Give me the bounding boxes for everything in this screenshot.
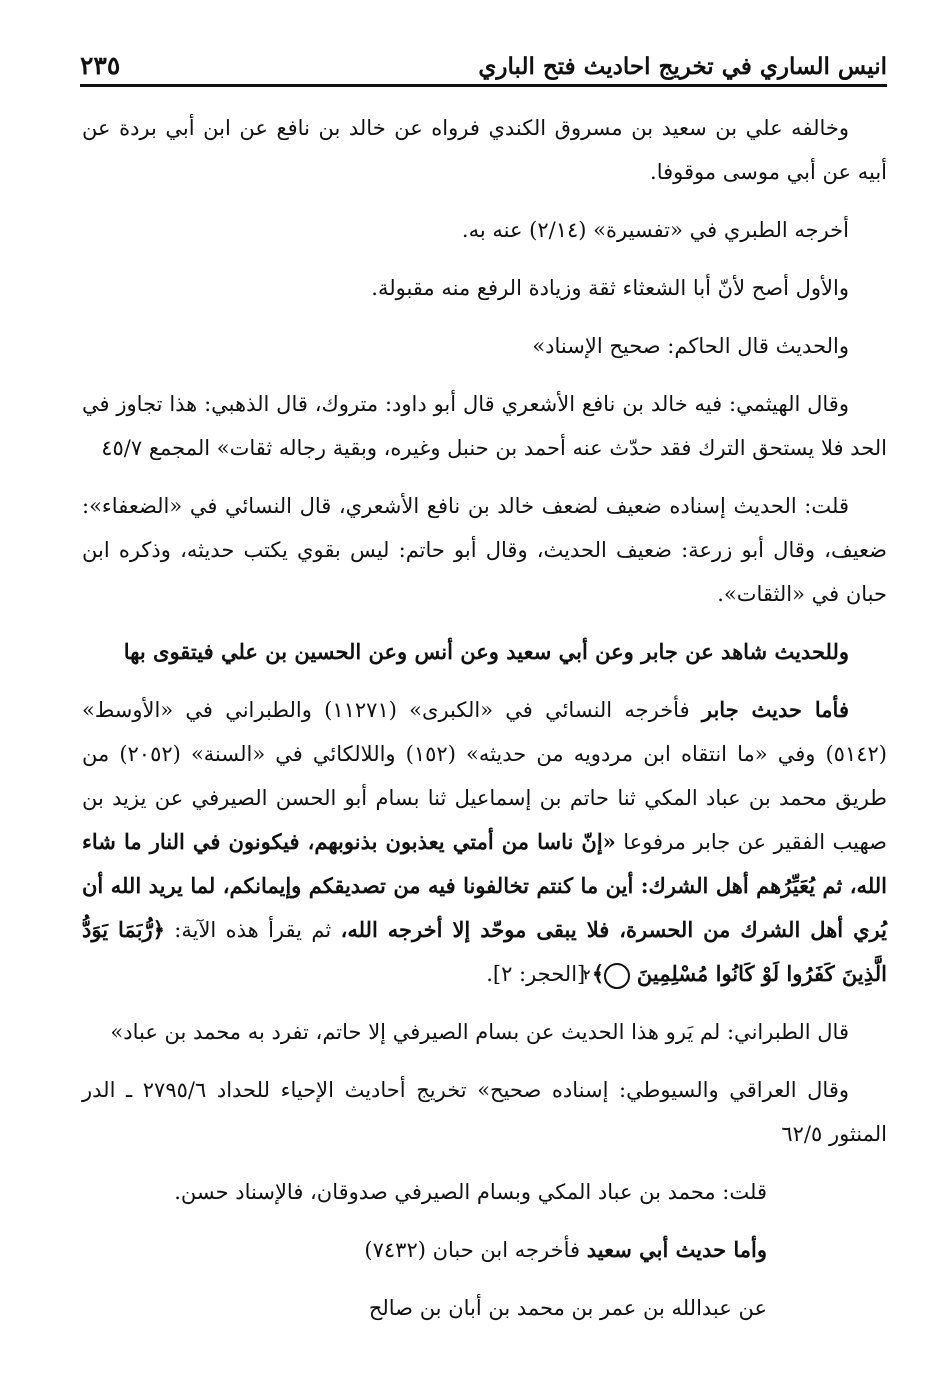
abu-said-lead: وأما حديث أبي سعيد	[586, 1237, 767, 1262]
paragraph-13: عن عبدالله بن عمر بن محمد بن أبان بن صالح	[368, 1296, 767, 1320]
hadith-text: «إنّ ناسا من أمتي يعذبون بذنوبهم، فيكونون في النار ما شاء الله، ثم يُعَيِّرُهم أهل الشرك: أين ما كنتم تخالفونا فيه من تصديقكم وإيمانكم، لما يريد الله أن يُري أهل الشرك من الحسرة، فلا يبقى موحّد إلا أخرجه الله،	[82, 829, 887, 942]
paragraph-1: وخالفه علي بن سعيد بن مسروق الكندي فرواه عن خالد بن نافع عن ابن أبي بردة عن أبيه عن أبي موسى موقوفا.	[82, 116, 887, 184]
paragraph-10: وقال العراقي والسيوطي: إسناده صحيح» تخريج أحاديث الإحياء للحداد ٢٧٩٥/٦ ـ الدر المنثور ٦٢/٥	[82, 1078, 887, 1146]
paragraph-7-heading: وللحديث شاهد عن جابر وعن أبي سعيد وعن أنس وعن الحسين بن علي فيتقوى بها	[123, 639, 849, 664]
running-header	[80, 42, 887, 87]
paragraph-3: والأول أصح لأنّ أبا الشعثاء ثقة وزيادة الرفع منه مقبولة.	[371, 276, 849, 300]
paragraph-4: والحديث قال الحاكم: صحيح الإسناد»	[532, 334, 849, 358]
paragraph-8	[82, 688, 887, 996]
page-number: ٢٣٥	[80, 51, 121, 80]
verse-reference: [الحجر: ٢].	[486, 962, 586, 986]
book-title: انيس الساري في تخريج احاديث فتح الباري	[478, 53, 887, 80]
paragraph-6: قلت: الحديث إسناده ضعيف لضعف خالد بن نافع الأشعري، قال النسائي في «الضعفاء»: ضعيف، وقال أبو زرعة: ضعيف الحديث، وقال أبو حاتم: ليس بقوي يكتب حديثه، وذكره ابن حبان في «الثقات».	[82, 494, 887, 606]
paragraph-9: قال الطبراني: لم يَرو هذا الحديث عن بسام الصيرفي إلا حاتم، تفرد به محمد بن عباد»	[110, 1020, 849, 1044]
ayah-number-marker: ٢	[604, 963, 630, 989]
jabir-takhrij: فأخرجه النسائي في «الكبرى» (١١٢٧١) والطبراني في «الأوسط» (٥١٤٢) وفي «ما انتقاه ابن مردويه من حديثه» (١٥٢) واللالكائي في «السنة» (٢٠٥٢) من طريق محمد بن عباد المكي ثنا حاتم بن إسماعيل ثنا بسام أبو الحسن الصيرفي عن يزيد بن صهيب الفقير عن جابر مرفوعا	[82, 698, 887, 854]
paragraph-2: أخرجه الطبري في «تفسيرة» (٢/١٤) عنه به.	[461, 218, 849, 242]
page-body	[82, 106, 887, 1344]
abu-said-takhrij: فأخرجه ابن حبان (٧٤٣٢)	[364, 1238, 581, 1262]
paragraph-5: وقال الهيثمي: فيه خالد بن نافع الأشعري قال أبو داود: متروك، قال الذهبي: هذا تجاوز في الحد فلا يستحق الترك فقد حدّث عنه أحمد بن حنبل وغيره، وبقية رجاله ثقات» المجمع ٤٥/٧	[82, 392, 887, 460]
paragraph-12	[82, 1228, 887, 1272]
verse-close-bracket: ﴾	[591, 961, 605, 986]
quran-verse: ﴿رُّبَمَا يَوَدُّ الَّذِينَ كَفَرُوا لَوْ كَانُوا مُسْلِمِينَ	[82, 917, 887, 986]
jabir-lead: فأما حديث جابر	[701, 697, 849, 722]
paragraph-11: قلت: محمد بن عباد المكي وبسام الصيرفي صدوقان، فالإسناد حسن.	[174, 1180, 767, 1204]
hadith-tail: ثم يقرأ هذه الآية:	[174, 918, 332, 942]
